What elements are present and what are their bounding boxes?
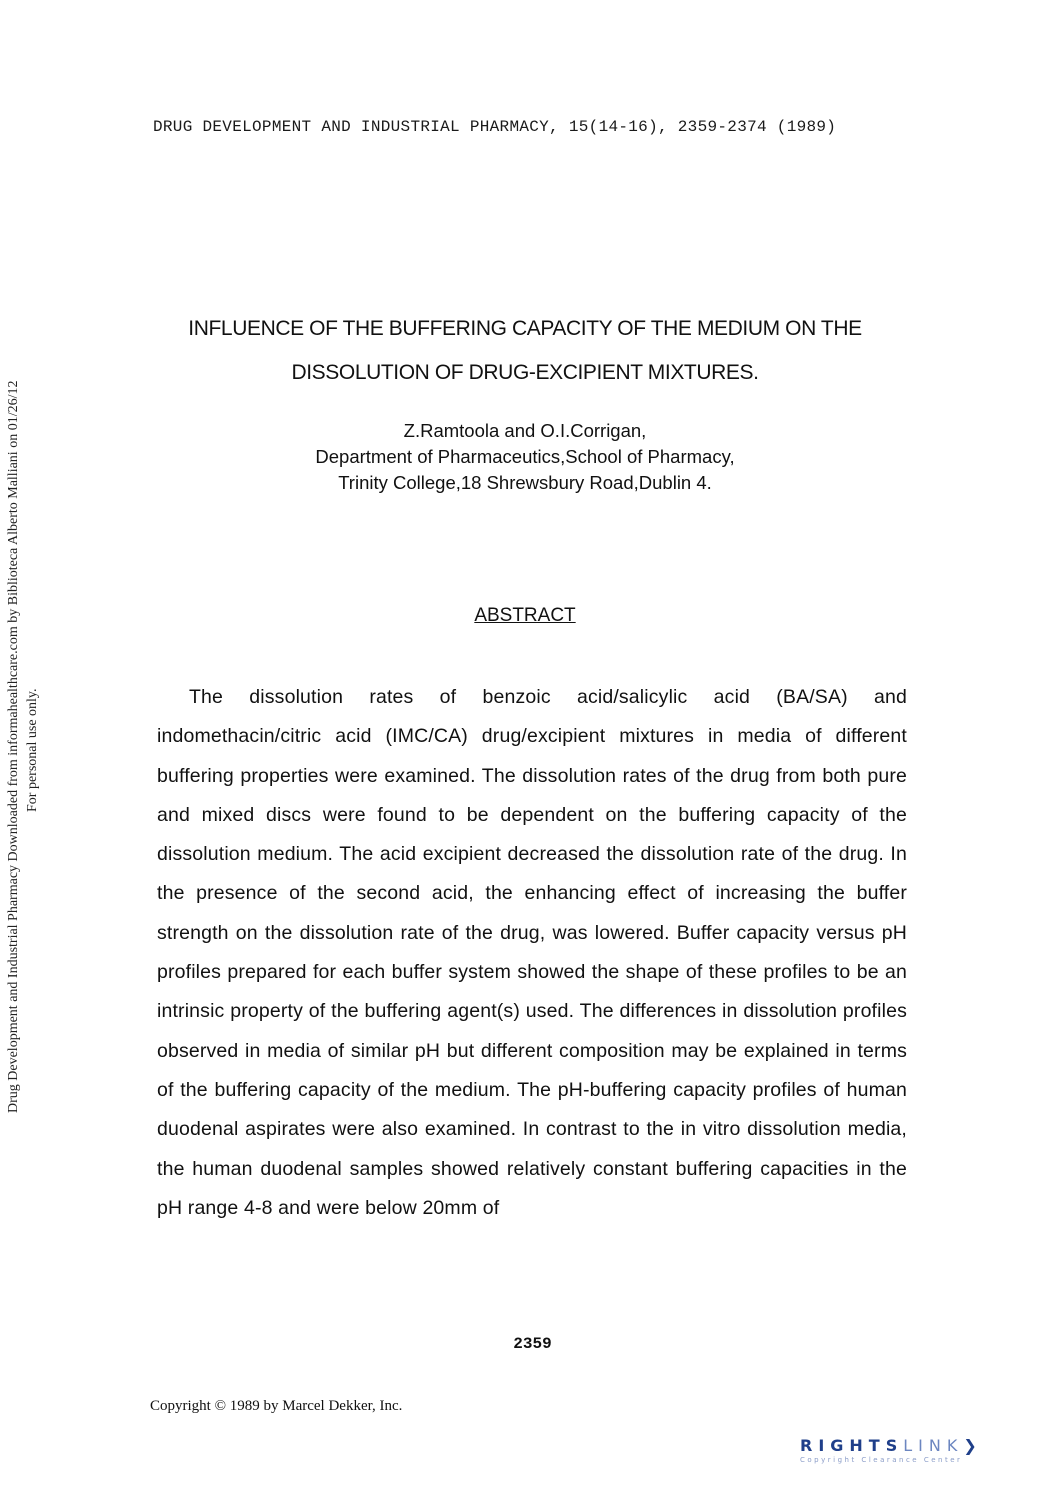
rightslink-logo[interactable]: [800, 1436, 1030, 1472]
author-block: [100, 418, 950, 496]
personal-use-note: For personal use only.: [25, 688, 40, 812]
logo-text-bold: RIGHTS: [800, 1436, 904, 1455]
title-line-2: DISSOLUTION OF DRUG-EXCIPIENT MIXTURES.: [291, 361, 759, 384]
abstract-body: The dissolution rates of benzoic acid/salicylic acid (BA/SA) and indomethacin/citric acid (IMC/CA) drug/excipient mixtures in media of different buffering properties were examined. The dissolution rates of the drug from both pure and mixed discs were found to be dependent on the buffering capacity of the dissolution medium. The acid excipient decreased the dissolution rate of the drug. In the presence of the second acid, the enhancing effect of increasing the buffer strength on the dissolution rate of the drug, was lowered. Buffer capacity versus pH profiles prepared for each buffer system showed the shape of these profiles to be an intrinsic property of the buffering agent(s) used. The differences in dissolution profiles observed in media of similar pH but different composition may be explained in terms of the buffering capacity of the medium. The pH-buffering capacity profiles of human duodenal aspirates were also examined. In contrast to the in vitro dissolution media, the human duodenal samples showed relatively constant buffering capacities in the pH range 4-8 and were below 20mm of: [157, 686, 907, 1219]
logo-subtitle: Copyright Clearance Center: [800, 1456, 963, 1464]
logo-text-light: LINK: [903, 1436, 964, 1455]
affiliation-line-2: Trinity College,18 Shrewsbury Road,Dublin 4.: [338, 472, 712, 493]
title-line-1: INFLUENCE OF THE BUFFERING CAPACITY OF THE MEDIUM ON THE: [188, 317, 862, 340]
chevron-right-icon: ❯: [963, 1436, 983, 1455]
rightslink-wordmark: [800, 1436, 1030, 1455]
authors: Z.Ramtoola and O.I.Corrigan,: [403, 420, 647, 441]
abstract-heading: [100, 605, 950, 627]
copyright-notice: Copyright © 1989 by Marcel Dekker, Inc.: [150, 1398, 403, 1414]
affiliation-line-1: Department of Pharmaceutics,School of Pharmacy,: [315, 446, 735, 467]
page-number: 2359: [513, 1335, 552, 1353]
journal-header: DRUG DEVELOPMENT AND INDUSTRIAL PHARMACY, 15(14-16), 2359-2374 (1989): [153, 118, 837, 136]
download-watermark: Drug Development and Industrial Pharmacy Downloaded from informahealthcare.com by Biblioteca Alberto Malliani on 01/26/12: [6, 380, 21, 1114]
abstract-heading-text: ABSTRACT: [474, 605, 576, 626]
article-title: [100, 307, 950, 395]
